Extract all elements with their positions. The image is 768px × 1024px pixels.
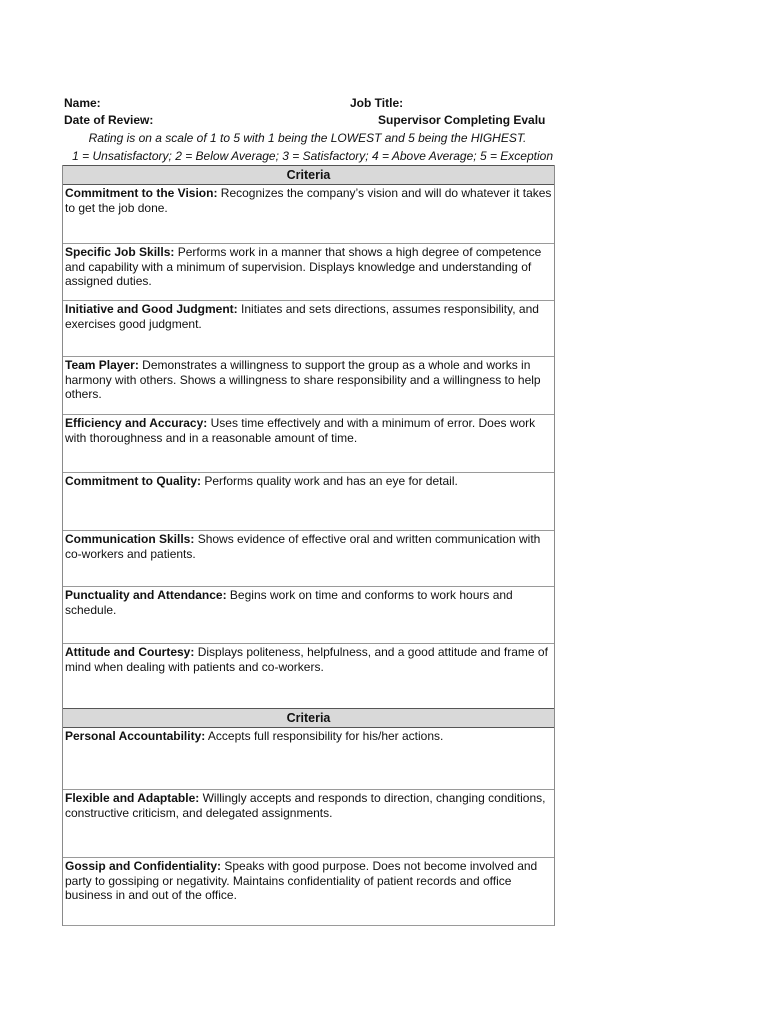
criteria-title: Personal Accountability: — [65, 729, 206, 743]
criteria-title: Punctuality and Attendance: — [65, 588, 227, 602]
rating-scale-legend-text: 1 = Unsatisfactory; 2 = Below Average; 3 = Satisfactory; 4 = Above Average; 5 = Exception — [72, 149, 553, 163]
date-of-review-label: Date of Review: — [64, 113, 154, 127]
criteria-description: Accepts full responsibility for his/her actions. — [207, 729, 444, 743]
criteria-description: Initiates and sets directions, assumes responsibility, and exercises good judgment. — [65, 302, 539, 331]
criteria-description: Begins work on time and conforms to work hours and schedule. — [65, 588, 513, 617]
criteria-title: Gossip and Confidentiality: — [65, 859, 222, 873]
criteria-description: Demonstrates a willingness to support the group as a whole and works in harmony with others. Shows a willingness to share responsibility and a willingness to help others. — [65, 358, 541, 402]
criteria-table-1 — [62, 165, 555, 710]
criteria-row — [63, 473, 554, 531]
criteria-description: Shows evidence of effective oral and written communication with co-workers and patients. — [65, 532, 541, 561]
criteria-title: Commitment to Quality: — [65, 474, 202, 488]
criteria-description: Uses time effectively and with a minimum of error. Does work with thoroughness and in a reasonable amount of time. — [65, 416, 536, 445]
criteria-table-2 — [62, 708, 555, 926]
criteria-row — [63, 858, 554, 926]
criteria-description: Performs work in a manner that shows a high degree of competence and capability with a minimum of supervision. Displays knowledge and understanding of assigned duties. — [65, 245, 542, 289]
criteria-title: Attitude and Courtesy: — [65, 645, 195, 659]
criteria-row — [63, 415, 554, 473]
rating-scale-note: Rating is on a scale of 1 to 5 with 1 being the LOWEST and 5 being the HIGHEST. — [88, 131, 527, 145]
criteria-description: Displays politeness, helpfulness, and a good attitude and frame of mind when dealing with patients and co-workers. — [65, 645, 548, 674]
criteria-row — [63, 790, 554, 858]
criteria-description: Recognizes the company’s vision and will do whatever it takes to get the job done. — [65, 186, 552, 215]
criteria-row — [63, 728, 554, 790]
criteria-row — [63, 531, 554, 587]
criteria-header: Criteria — [63, 165, 554, 185]
criteria-title: Initiative and Good Judgment: — [65, 302, 238, 316]
rating-scale-legend — [0, 149, 553, 163]
supervisor-label: Supervisor Completing Evalu — [378, 113, 546, 127]
criteria-title: Flexible and Adaptable: — [65, 791, 200, 805]
job-title-label: Job Title: — [350, 96, 404, 110]
criteria-title: Efficiency and Accuracy: — [65, 416, 208, 430]
criteria-row — [63, 357, 554, 415]
criteria-row — [63, 301, 554, 357]
criteria-description: Speaks with good purpose. Does not become involved and party to gossiping or negativity. Maintains confidentiality of patient records and office business in and out of the office. — [65, 859, 538, 903]
criteria-description: Performs quality work and has an eye for detail. — [204, 474, 458, 488]
criteria-row — [63, 587, 554, 644]
criteria-header: Criteria — [63, 708, 554, 728]
name-label: Name: — [64, 96, 101, 110]
criteria-description: Willingly accepts and responds to direction, changing conditions, constructive criticism, and delegated assignments. — [65, 791, 546, 820]
criteria-row — [63, 185, 554, 244]
criteria-row — [63, 644, 554, 710]
criteria-title: Specific Job Skills: — [65, 245, 175, 259]
criteria-title: Team Player: — [65, 358, 139, 372]
criteria-row — [63, 244, 554, 301]
criteria-title: Commitment to the Vision: — [65, 186, 218, 200]
criteria-title: Communication Skills: — [65, 532, 195, 546]
